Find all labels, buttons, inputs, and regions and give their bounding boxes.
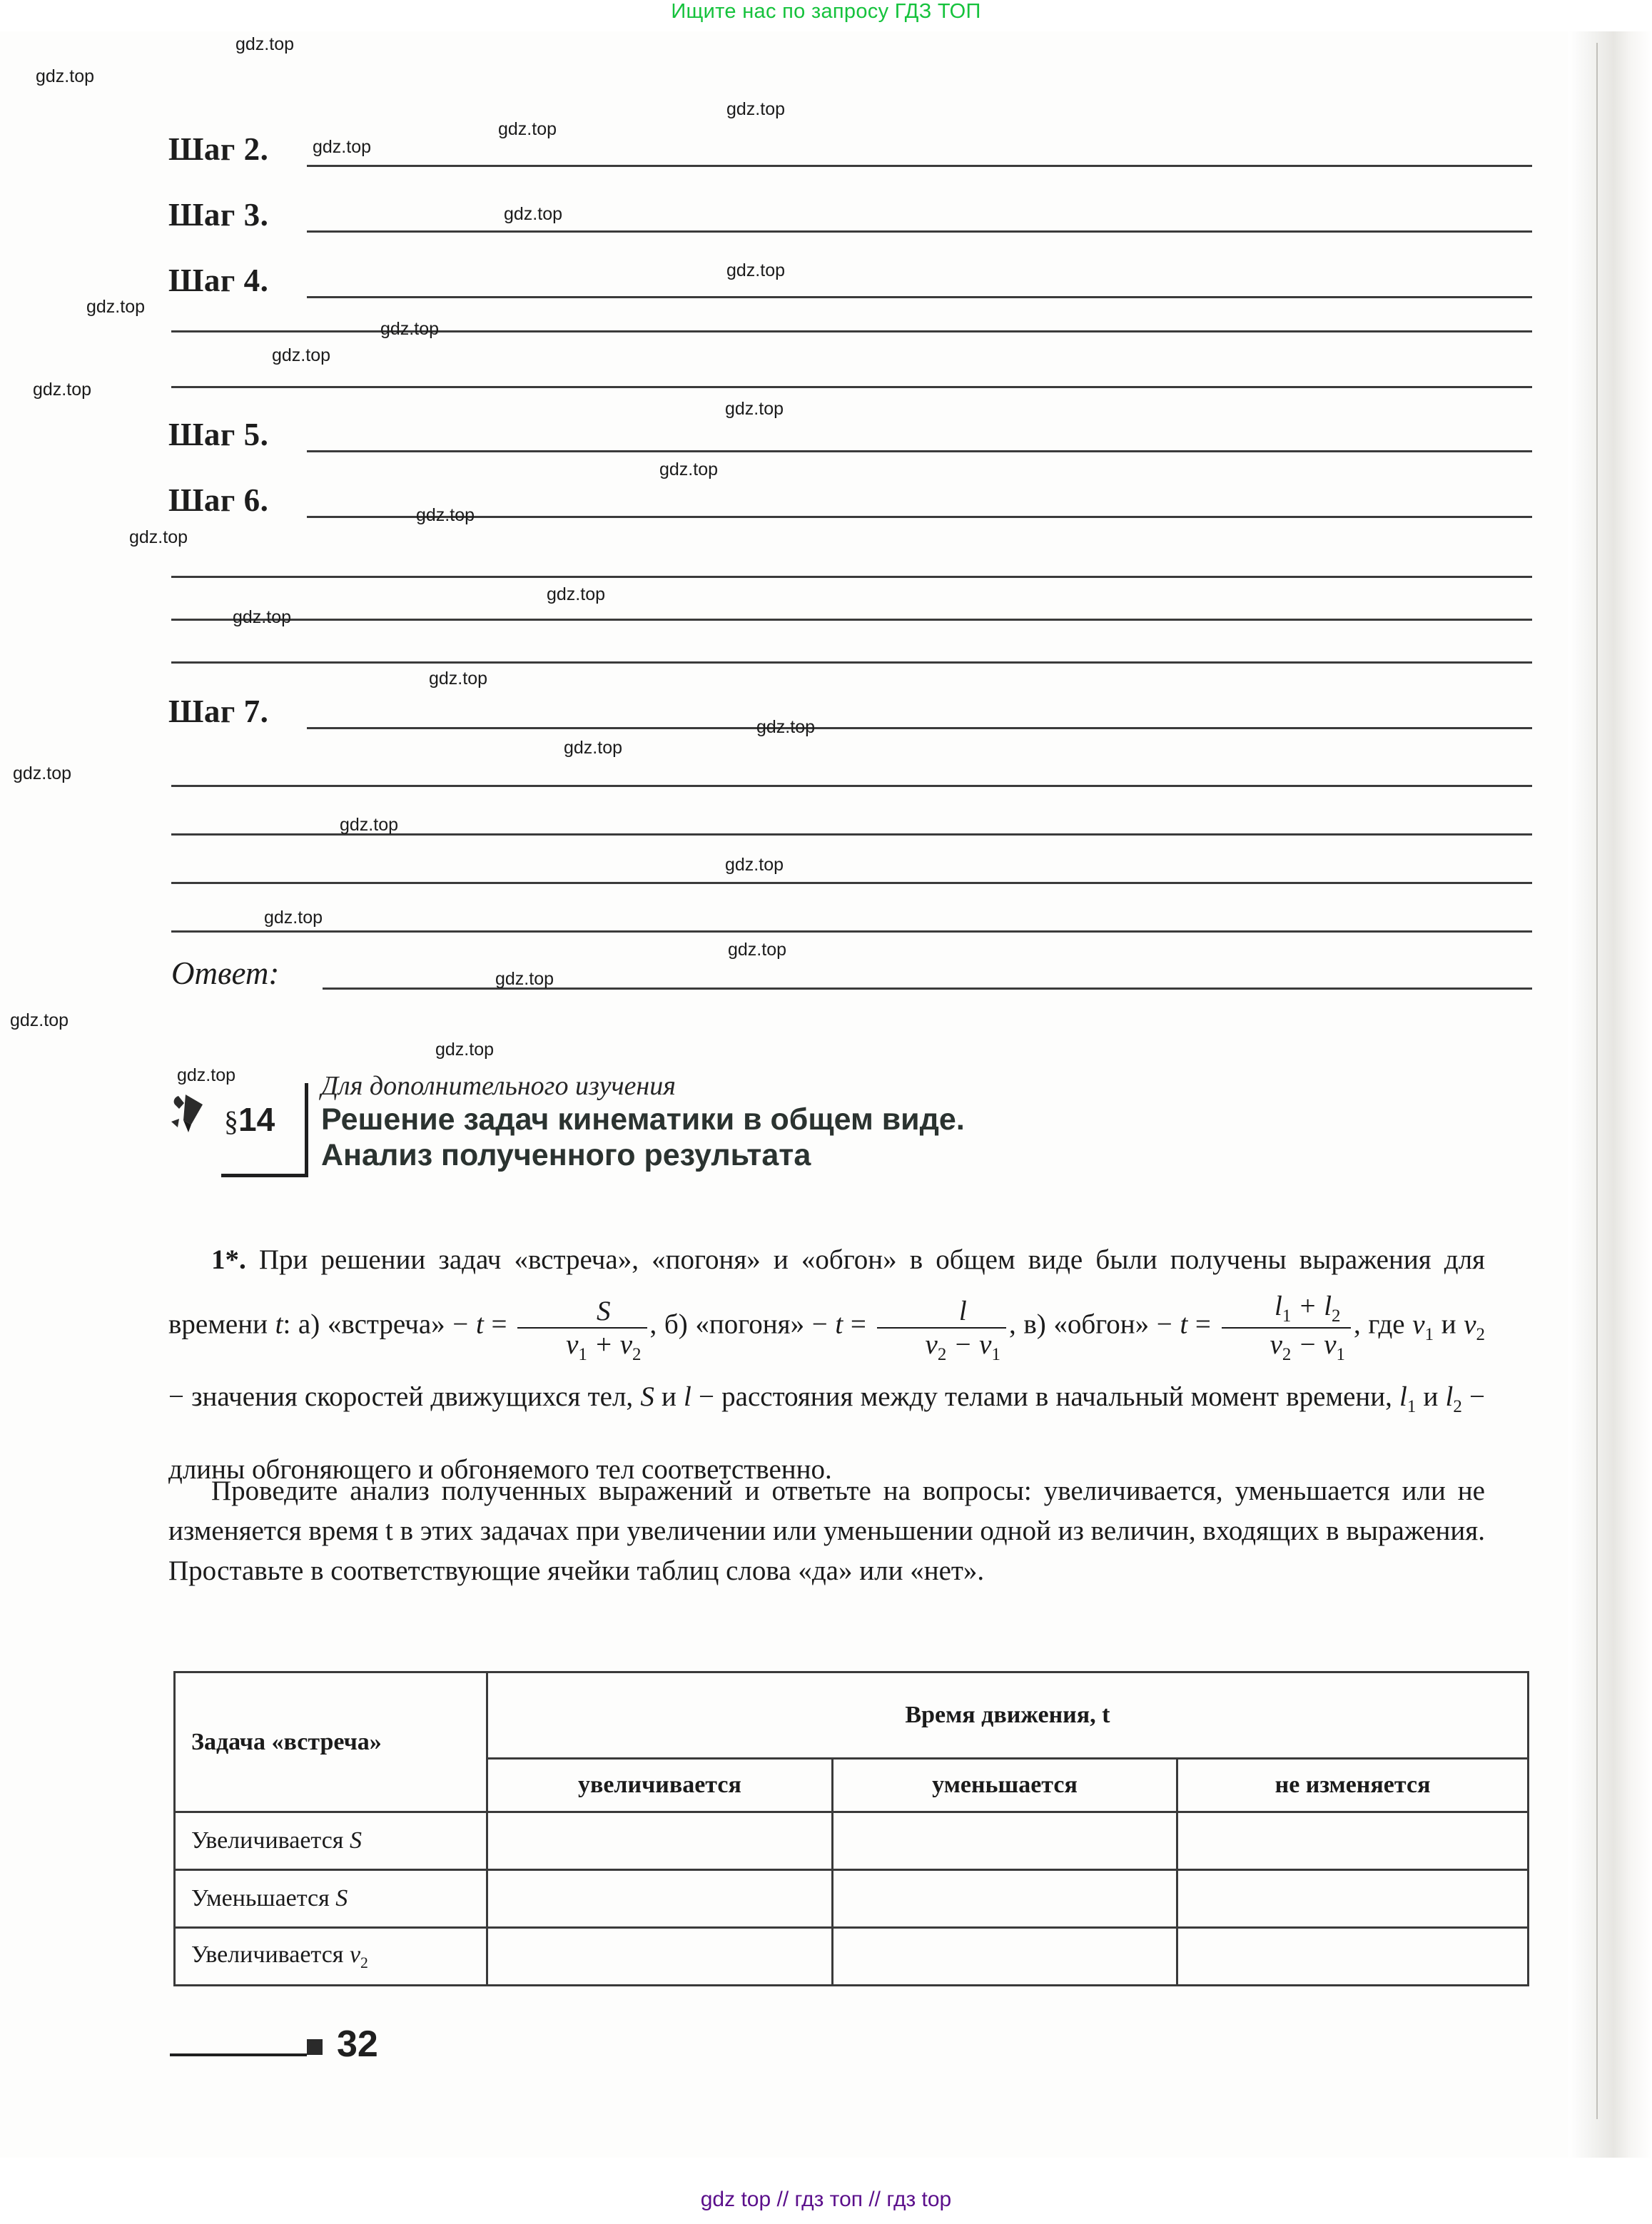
table-cell-2-0[interactable] — [487, 1928, 832, 1986]
watermark-7: gdz.top — [86, 297, 146, 317]
watermark-9: gdz.top — [272, 345, 331, 365]
f3-lsub1: 1 — [1282, 1306, 1292, 1326]
write-line-step3[interactable] — [307, 230, 1532, 233]
write-line-step6[interactable] — [307, 516, 1532, 518]
page-number-rule — [170, 2053, 307, 2056]
watermark-20: gdz.top — [13, 763, 72, 783]
f2-v2: v — [979, 1329, 992, 1360]
row2-var: $v_2$ — [349, 1941, 368, 1971]
write-line-4a[interactable] — [171, 330, 1532, 332]
watermark-24: gdz.top — [728, 940, 787, 960]
table-row-header-1: Уменьшается S — [175, 1870, 487, 1928]
eq-t-3: t — [1180, 1309, 1188, 1340]
eq-sign-3: = — [1187, 1309, 1219, 1340]
watermark-4: gdz.top — [313, 137, 372, 157]
formula-vstrecha-numerator: S — [517, 1296, 647, 1329]
section-number — [224, 1100, 275, 1139]
step-label-7: Шаг 7. — [168, 694, 269, 729]
task-text-j: и — [1416, 1381, 1446, 1413]
promo-footer: gdz top // гдз топ // гдз top — [700, 2188, 952, 2211]
f3-sub2: 1 — [1336, 1344, 1345, 1364]
formula-vstrecha — [517, 1296, 647, 1365]
watermark-26: gdz.top — [10, 1010, 69, 1030]
write-line-6c[interactable] — [171, 661, 1532, 664]
task-text-a: При решении задач «встреча», «погоня» и «обгон» в общем виде были получены выражения для времени — [168, 1244, 1485, 1340]
formula-pogonya — [877, 1296, 1006, 1365]
watermark-1: gdz.top — [36, 66, 95, 86]
task-text-f: и — [1434, 1309, 1464, 1340]
f3-l1: l — [1275, 1291, 1282, 1321]
table-cell-1-0[interactable] — [487, 1870, 832, 1928]
watermark-22: gdz.top — [725, 855, 784, 875]
table-corner-header: Задача «встреча» — [175, 1672, 487, 1812]
f1-sub1: 1 — [578, 1344, 587, 1364]
answer-label: Ответ: — [171, 955, 280, 991]
table-row-header-0: Увеличивается S — [175, 1812, 487, 1870]
task-text-b: : а) «встреча» − — [283, 1309, 476, 1340]
var-t-1: t — [275, 1309, 283, 1340]
var-v2: $v_2$ — [1464, 1309, 1486, 1344]
watermark-27: gdz.top — [435, 1040, 495, 1060]
task-number: 1*. — [211, 1244, 246, 1275]
task-text-e: , где — [1354, 1309, 1413, 1340]
f2-v1: v — [925, 1329, 938, 1360]
eq-t-1: t — [475, 1309, 484, 1340]
f3-sub1: 2 — [1282, 1344, 1292, 1364]
watermark-15: gdz.top — [547, 584, 606, 604]
watermark-16: gdz.top — [233, 607, 292, 627]
var-l: l — [684, 1381, 691, 1413]
analysis-table — [173, 1671, 1529, 1986]
table-row — [175, 1928, 1529, 1986]
watermark-11: gdz.top — [725, 399, 784, 419]
watermark-3: gdz.top — [498, 119, 557, 139]
watermark-6: gdz.top — [726, 260, 786, 280]
write-line-7d[interactable] — [171, 930, 1532, 933]
var-l2: $l_2$ — [1445, 1381, 1462, 1417]
f3-lsub2: 2 — [1332, 1306, 1341, 1326]
task-text-k: − длины обгоняющего и обгоняемого тел соответственно. — [168, 1381, 1486, 1486]
write-line-step5[interactable] — [307, 450, 1532, 452]
section-title — [321, 1102, 965, 1173]
formula-obgon — [1222, 1291, 1351, 1364]
watermark-28: gdz.top — [177, 1065, 236, 1085]
paragraph-mark: § — [224, 1105, 238, 1137]
f2-sub2: 1 — [991, 1344, 1000, 1364]
watermark-2: gdz.top — [726, 99, 786, 119]
f1-v2: v — [619, 1329, 633, 1360]
watermark-19: gdz.top — [564, 738, 623, 758]
table-cell-1-2[interactable] — [1177, 1870, 1529, 1928]
f3-v2: v — [1324, 1329, 1337, 1360]
watermark-10: gdz.top — [33, 380, 92, 400]
task-paragraph-1 — [168, 1229, 1485, 1501]
watermark-21: gdz.top — [340, 815, 399, 835]
watermark-23: gdz.top — [264, 908, 323, 928]
watermark-5: gdz.top — [504, 204, 563, 224]
var-v1: $v_1$ — [1412, 1309, 1434, 1344]
f3-l2: l — [1324, 1291, 1332, 1321]
write-line-step7[interactable] — [307, 727, 1532, 729]
section-title-line1: Решение задач кинематики в общем виде. — [321, 1102, 965, 1137]
var-S: S — [640, 1381, 654, 1413]
write-line-6b[interactable] — [171, 619, 1532, 621]
f1-op: + — [587, 1329, 620, 1360]
promo-header: Ищите нас по запросу ГДЗ ТОП — [671, 0, 981, 23]
write-line-step2[interactable] — [307, 165, 1532, 167]
table-col-header-1: уменьшается — [832, 1759, 1177, 1812]
watermark-13: gdz.top — [416, 505, 475, 525]
table-cell-0-1[interactable] — [832, 1812, 1177, 1870]
table-col-header-2: не изменяется — [1177, 1759, 1529, 1812]
write-line-7b[interactable] — [171, 833, 1532, 836]
eq-sign-1: = — [483, 1309, 515, 1340]
f3-op: − — [1291, 1329, 1324, 1360]
step-label-2: Шаг 2. — [168, 131, 269, 167]
table-cell-2-2[interactable] — [1177, 1928, 1529, 1986]
table-cell-0-0[interactable] — [487, 1812, 832, 1870]
formula-obgon-numerator — [1222, 1291, 1351, 1329]
task-paragraph-2: Проведите анализ полученных выражений и ответьте на вопросы: увеличивается, уменьшается или не изменяется время t в этих задачах при увеличении или уменьшении одной из величин, входящих в выражения. Проставьте в соответствующие ячейки таблиц слова «да» или «нет». — [168, 1476, 1485, 1586]
f1-v1: v — [566, 1329, 579, 1360]
table-row-header-2: Увеличивается $v_2$ — [175, 1928, 487, 1986]
table-header-row-1 — [175, 1672, 1529, 1759]
table-group-header: Время движения, t — [487, 1672, 1528, 1759]
formula-pogonya-numerator: l — [877, 1296, 1006, 1329]
step-label-3: Шаг 3. — [168, 197, 269, 233]
f3-v1: v — [1270, 1329, 1282, 1360]
write-line-7a[interactable] — [171, 785, 1532, 787]
write-line-step4[interactable] — [307, 296, 1532, 298]
write-line-4b[interactable] — [171, 386, 1532, 388]
write-line-6a[interactable] — [171, 576, 1532, 578]
task-text-g: − значения скоростей движущихся тел, — [168, 1381, 641, 1413]
watermark-14: gdz.top — [129, 527, 188, 547]
watermark-18: gdz.top — [756, 717, 816, 737]
task-text-d: , в) «обгон» − — [1008, 1309, 1180, 1340]
var-l1: $l_1$ — [1399, 1381, 1417, 1417]
step-label-6: Шаг 6. — [168, 482, 269, 518]
page-number: 32 — [337, 2024, 378, 2065]
eq-t-2: t — [835, 1309, 843, 1340]
page-number-marker — [307, 2039, 323, 2055]
section-number-value: 14 — [238, 1101, 275, 1138]
book-binding-edge — [1596, 43, 1598, 2119]
task-text-c: , б) «погоня» − — [649, 1309, 836, 1340]
write-line-answer[interactable] — [323, 987, 1532, 990]
watermark-17: gdz.top — [429, 669, 488, 689]
task-text-h: и — [654, 1381, 684, 1413]
table-row — [175, 1812, 1529, 1870]
table-cell-2-1[interactable] — [832, 1928, 1177, 1986]
f2-sub1: 2 — [937, 1344, 947, 1364]
f3-numop: + — [1291, 1291, 1324, 1321]
write-line-7c[interactable] — [171, 882, 1532, 884]
pen-nib-icon — [170, 1093, 208, 1134]
watermark-12: gdz.top — [659, 459, 719, 479]
formula-vstrecha-denominator — [517, 1329, 647, 1365]
row0-var: S — [349, 1827, 362, 1854]
watermark-25: gdz.top — [495, 969, 554, 989]
f1-sub2: 2 — [632, 1344, 642, 1364]
table-cell-0-2[interactable] — [1177, 1812, 1529, 1870]
step-label-5: Шаг 5. — [168, 417, 269, 452]
section-kicker: Для дополнительного изучения — [321, 1071, 676, 1101]
section-title-line2: Анализ полученного результата — [321, 1138, 811, 1172]
formula-obgon-denominator — [1222, 1329, 1351, 1365]
table-col-header-0: увеличивается — [487, 1759, 832, 1812]
book-binding-shadow — [1569, 31, 1652, 2158]
f2-op: − — [946, 1329, 980, 1360]
formula-pogonya-denominator — [877, 1329, 1006, 1365]
watermark-8: gdz.top — [380, 319, 440, 339]
table-cell-1-1[interactable] — [832, 1870, 1177, 1928]
eq-sign-2: = — [843, 1309, 874, 1340]
step-label-4: Шаг 4. — [168, 263, 269, 298]
table-row — [175, 1870, 1529, 1928]
watermark-0: gdz.top — [235, 34, 295, 54]
row1-var: S — [335, 1885, 348, 1911]
task-text-i: − расстояния между телами в начальный момент времени, — [691, 1381, 1400, 1413]
